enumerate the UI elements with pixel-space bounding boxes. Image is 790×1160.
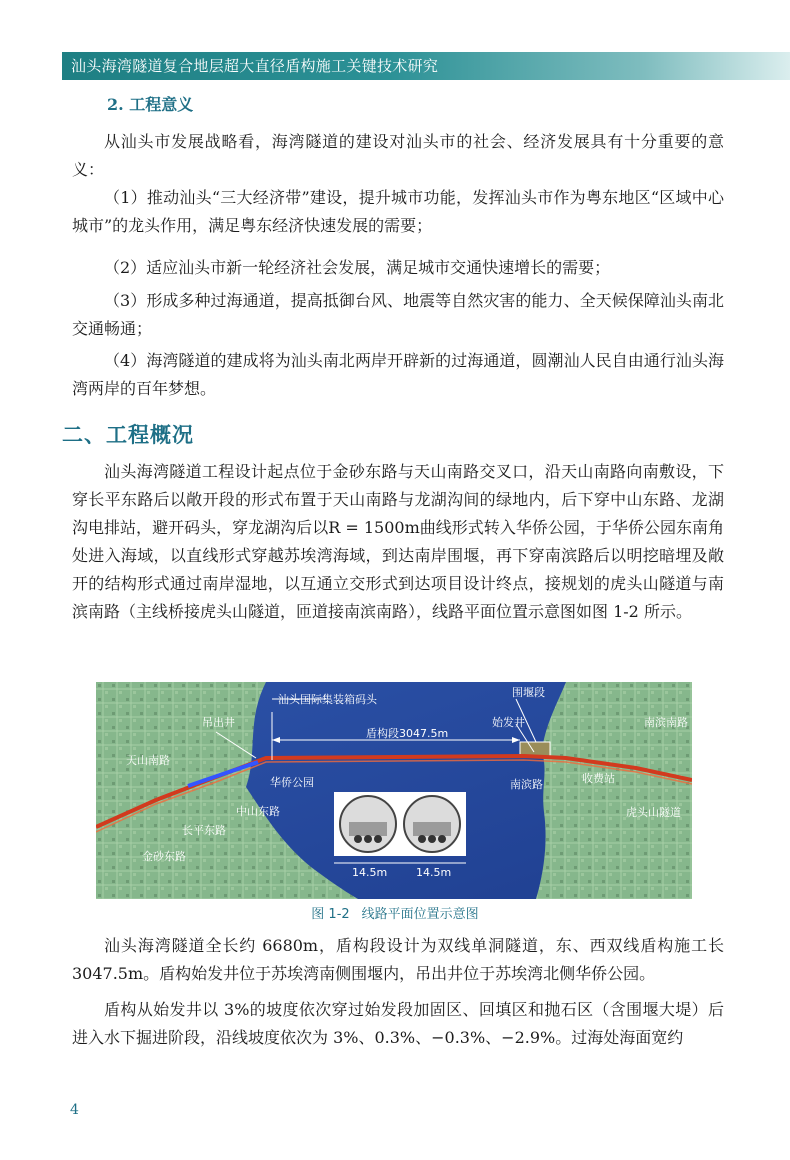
significance-item-3: （3）形成多种过海通道，提高抵御台风、地震等自然灾害的能力、全天候保障汕头南北交通畅通； — [72, 291, 724, 338]
label-nanbin-road: 南滨路 — [510, 778, 543, 791]
route-plan-figure — [96, 682, 692, 899]
label-nanbin-south-road: 南滨南路 — [644, 716, 688, 729]
label-zhongshan-east-road: 中山东路 — [236, 805, 280, 818]
significance-item-4: （4）海湾隧道的建成将为汕头南北两岸开辟新的过海通道，圆潮汕人民自由通行汕头海湾两岸的百年梦想。 — [72, 351, 724, 398]
cross-section-right-duct-2 — [428, 835, 436, 843]
label-launch-shaft: 始发井 — [492, 716, 525, 729]
route-plan-map — [96, 682, 692, 899]
label-overseas-chinese-park: 华侨公园 — [270, 776, 314, 789]
running-header-title: 汕头海湾隧道复合地层超大直径盾构施工关键技术研究 — [71, 57, 439, 75]
cross-section-left-deck — [349, 822, 387, 836]
cross-section-right-duct-3 — [438, 835, 446, 843]
figure-caption-number: 图 1-2 — [311, 907, 350, 922]
label-toll-station: 收费站 — [582, 772, 615, 785]
cross-section-right-deck — [413, 822, 451, 836]
label-lifting-shaft: 吊出井 — [202, 716, 235, 729]
overview-paragraph-1: 汕头海湾隧道工程设计起点位于金砂东路与天山南路交叉口，沿天山南路向南敷设，下穿长平东路后以敞开段的形式布置于天山南路与龙湖沟间的绿地内，后下穿中山东路、龙湖沟电排站，避开码头，穿龙湖沟后以R = 1500m曲线形式转入华侨公园，于华侨公园东南角处进入海域，以直线形式穿越苏埃湾海域，到达南岸围堰，再下穿南滨路后以明挖暗埋及敞开的结构形式通过南岸湿地，以互通立交形式到达项目设计终点，接规划的虎头山隧道与南滨南路（主线桥接虎头山隧道，匝道接南滨南路），线路平面位置示意图如图 1-2 所示。 — [72, 462, 724, 621]
overview-paragraph-2: 汕头海湾隧道全长约 6680m，盾构段设计为双线单洞隧道，东、西双线盾构施工长3047.5m。盾构始发井位于苏埃湾南侧围堰内，吊出井位于苏埃湾北侧华侨公园。 — [72, 936, 724, 983]
label-diameter-right: 14.5m — [416, 866, 452, 879]
cross-section-left-duct-3 — [374, 835, 382, 843]
label-jinsha-east-road: 金砂东路 — [142, 850, 186, 863]
cofferdam-box — [520, 742, 550, 756]
label-cofferdam: 围堰段 — [512, 686, 545, 699]
south-land — [536, 682, 692, 899]
significance-item-1: （1）推动汕头“三大经济带”建设，提升城市功能，发挥汕头市作为粤东地区“区域中心城市”的龙头作用，满足粤东经济快速发展的需要； — [72, 188, 724, 235]
label-hutoushan-tunnel: 虎头山隧道 — [626, 806, 681, 819]
figure-caption — [0, 903, 790, 922]
cross-section-left-duct-1 — [354, 835, 362, 843]
significance-intro: 从汕头市发展战略看，海湾隧道的建设对汕头市的社会、经济发展具有十分重要的意义： — [72, 132, 724, 179]
label-shield-section: 盾构段3047.5m — [366, 727, 449, 740]
cross-section-right — [398, 792, 466, 856]
significance-item-2: （2）适应汕头市新一轮经济社会发展，满足城市交通快速增长的需要； — [104, 258, 611, 277]
section-heading: 二、工程概况 — [62, 423, 194, 447]
label-diameter-left: 14.5m — [352, 866, 388, 879]
page-number: 4 — [70, 1102, 79, 1118]
label-container-terminal: 汕头国际集装箱码头 — [278, 693, 377, 706]
subsection-heading: 2. 工程意义 — [107, 95, 194, 114]
cross-section-left-duct-2 — [364, 835, 372, 843]
label-changping-east-road: 长平东路 — [182, 824, 226, 837]
figure-caption-text: 线路平面位置示意图 — [361, 907, 479, 922]
label-tianshan-south-road: 天山南路 — [126, 754, 170, 767]
cross-section-left — [334, 792, 402, 856]
overview-paragraph-3: 盾构从始发井以 3%的坡度依次穿过始发段加固区、回填区和抛石区（含围堰大堤）后进入水下掘进阶段，沿线坡度依次为 3%、0.3%、−0.3%、−2.9%。过海处海面宽约 — [72, 1000, 724, 1047]
cross-section-right-duct-1 — [418, 835, 426, 843]
